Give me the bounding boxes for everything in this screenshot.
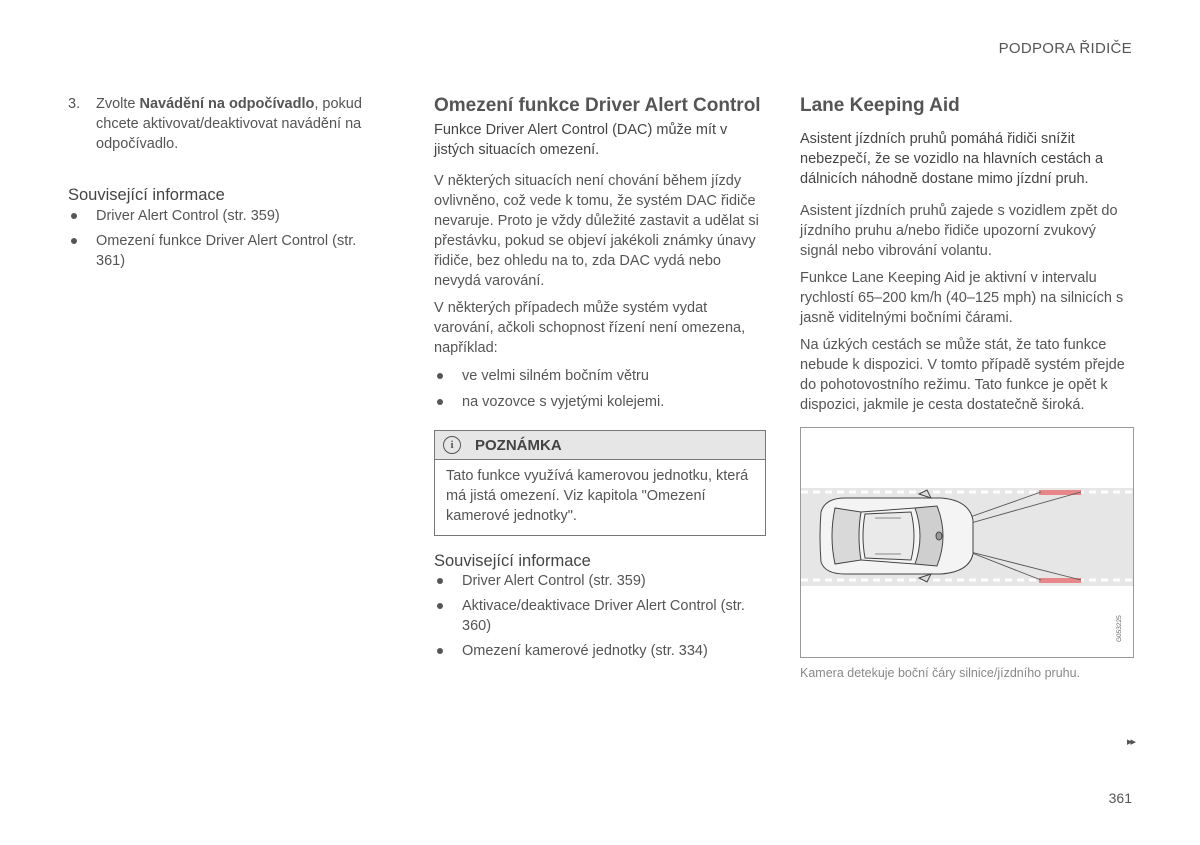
note-body: Tato funkce využívá kamerovou jednotku, která má jistá omezení. Viz kapitola "Omezení kamerové jednotky". [446,468,749,524]
list-item-text: ve velmi silném bočním větru [462,368,649,384]
related-link-text: Driver Alert Control (str. 359) [96,208,280,224]
dac-limitations-heading: Omezení funkce Driver Alert Control [434,95,761,116]
note-title: POZNÁMKA [475,436,562,454]
info-icon: i [443,436,461,454]
car-top-view-icon [820,490,973,582]
note-box [434,430,766,536]
figure-code: G053225 [1116,615,1123,642]
page-number: 361 [1108,790,1132,806]
step-text-post: , pokud chcete aktivovat/deaktivovat navádění na odpočívadlo. [96,96,362,152]
related-info-list [68,206,388,271]
lka-para-1: Asistent jízdních pruhů zajede s vozidlem zpět do jízdního pruhu a/nebo řidiče upozorní zvukový signál nebo vibrování volantu. [800,203,1118,259]
related-link-text: Omezení funkce Driver Alert Control (str. 361) [96,233,357,269]
related-link[interactable] [434,641,766,661]
lane-keeping-illustration [801,428,1133,657]
next-page-arrow-icon: ▸▸ [1126,736,1134,748]
column-right [800,94,1134,680]
related-link[interactable] [68,206,388,226]
bullet [434,641,462,661]
step-3 [68,94,388,154]
dac-para-2: V některých případech může systém vydat varování, ačkoli schopnost řízení není omezena, například: [434,300,746,356]
bullet [68,206,96,226]
lka-para-3: Na úzkých cestách se může stát, že tato funkce nebude k dispozici. V tomto případě systém přejde do pohotovostního režimu. Tato funkce je opět k dispozici, jakmile je cesta dostatečně široká. [800,337,1125,413]
figure-caption: Kamera detekuje boční čáry silnice/jízdního pruhu. [800,666,1081,680]
related-link[interactable] [68,231,388,271]
dac-para-1: V některých situacích není chování během jízdy ovlivněno, což vede k tomu, že systém DAC řidiče nevaruje. Proto je vždy důležité zastavit a udělat si přestávku, pokud se objeví jakékoli známky únavy řidiče, bez ohledu na to, zda DAC vydá nebo nevydá varování. [434,173,759,289]
note-header [435,431,765,460]
related-info-list [434,571,766,661]
column-left [68,94,388,271]
bullet [434,392,462,412]
bullet [434,366,462,386]
lane-keeping-figure [800,427,1134,658]
list-item [434,392,766,412]
bullet [434,596,462,636]
step-text-pre: Zvolte [96,96,140,112]
dac-bullets [434,366,766,412]
section-header: PODPORA ŘIDIČE [998,40,1132,57]
bullet [434,571,462,591]
related-link[interactable] [434,571,766,591]
lka-lead: Asistent jízdních pruhů pomáhá řidiči snížit nebezpečí, že se vozidlo na hlavních cestách a dálnicích náhodně dostane mimo jízdní pruh. [800,131,1104,187]
related-link-text: Driver Alert Control (str. 359) [462,573,646,589]
related-info-heading: Související informace [68,186,225,204]
lka-heading: Lane Keeping Aid [800,95,960,116]
list-item-text: na vozovce s vyjetými kolejemi. [462,394,665,410]
step-number: 3. [68,96,81,112]
dac-lead: Funkce Driver Alert Control (DAC) může mít v jistých situacích omezení. [434,122,728,158]
detected-marking-top [1039,490,1081,495]
related-info-heading: Související informace [434,552,591,570]
column-middle [434,94,766,661]
list-item [434,366,766,386]
bullet [68,231,96,271]
related-link-text: Aktivace/deaktivace Driver Alert Control (str. 360) [462,598,745,634]
lka-para-2: Funkce Lane Keeping Aid je aktivní v intervalu rychlostí 65–200 km/h (40–125 mph) na silnicích s jasně viditelnými bočními čárami. [800,270,1124,326]
step-text [96,94,388,154]
related-link-text: Omezení kamerové jednotky (str. 334) [462,643,708,659]
step-menu-item: Navádění na odpočívadlo [139,96,315,112]
related-link[interactable] [434,596,766,636]
